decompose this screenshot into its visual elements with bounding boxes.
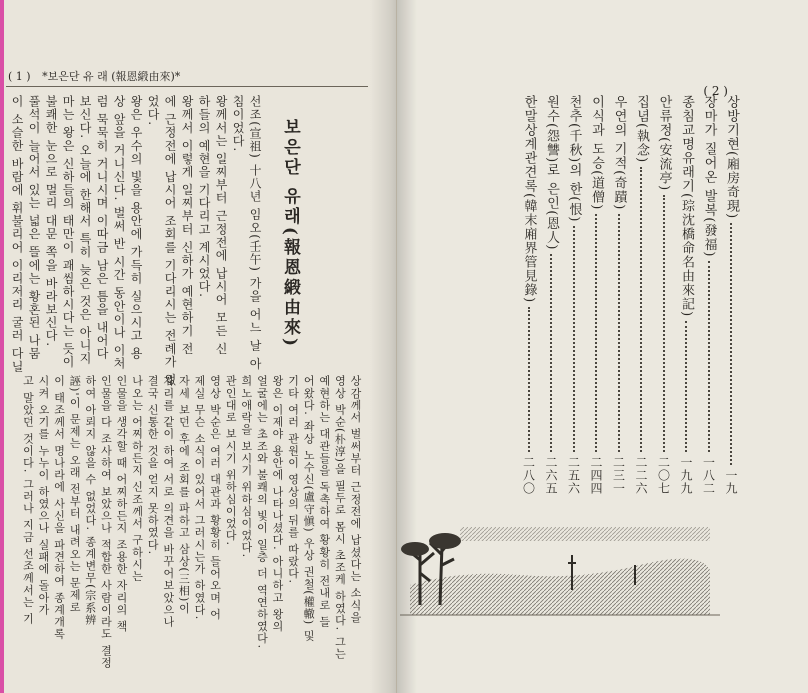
text-column-lower: 誣)'이 문제는 오래 전부터 내려오는 문제로: [68, 375, 82, 614]
toc-page-number: 二五六: [566, 456, 581, 495]
text-column: 마는 왕은 신하들의 태만이 괘씸하시다는 듯이: [61, 95, 75, 369]
text-column: 선조(宣祖) 十八년 임오(壬午) 가을 어느 날 아: [248, 95, 262, 371]
toc-entry: [587, 95, 606, 495]
text-column-lower: 왕은 이제야 용안에 나타나셨다. 아니하고 왕의: [271, 375, 284, 633]
toc-entry: [565, 95, 584, 495]
header-rule: [6, 86, 368, 87]
toc-leader-dots: [708, 261, 711, 452]
text-column-lower: 제실 무슨 소식이 있어서 그러시는가 하였다.: [193, 375, 206, 621]
text-column: 왕께서는 일찌부터 근정전에 납시어 모든 신: [214, 95, 228, 356]
text-column-lower: 자세 보던 후에 조회를 파하고 삼상(三相)이: [177, 375, 191, 615]
text-column-lower: 인물을 다 조사하여 보았으나 적합한 사람이라도 결정: [99, 375, 113, 669]
toc-entry: [677, 95, 696, 495]
text-column-lower: 고 말았던 것이다. 그러나 지금 선조께서는 기: [21, 375, 35, 625]
toc-leader-dots: [595, 214, 598, 452]
toc-leader-dots: [730, 223, 733, 465]
toc-entry: [722, 95, 741, 495]
text-column: 왕은 우수의 빛을 용안에 가득히 실으시고 용: [129, 95, 143, 361]
toc-entry-title: 상방기현(廂房奇現): [724, 95, 739, 220]
text-column-lower: 예현하는 대관들을 독촉하여 황황히 전내로 들: [317, 375, 331, 628]
toc-entry: [520, 95, 539, 495]
toc-entry-title: 안류정(安流亭): [656, 95, 672, 192]
toc-entry-title: 장마가 질어온 발복(發福): [701, 95, 717, 258]
text-column-lower: 기타 여러 관원이 영상의 뒤를 따랐다.: [286, 375, 300, 585]
toc-entry-title: 천추(千秋)의 한(恨): [566, 95, 582, 223]
text-column: 었다.: [146, 95, 160, 127]
left-page: [0, 0, 397, 693]
toc-page-number: 一九九: [679, 456, 693, 495]
text-column-lower: 결국 신통한 것을 얻지 못하였다.: [146, 375, 160, 556]
toc-leader-dots: [685, 321, 688, 452]
text-column: 이 소슬한 바람에 휘불리어 이리저리 굴러 다닐: [10, 95, 24, 374]
page-number-right: ( 2 ): [703, 84, 728, 98]
text-column-lower: 영상 박순은 여러 대관과 황황히 들어오며 어: [208, 375, 222, 621]
toc-entry: [700, 95, 719, 495]
text-column-lower: 인물을 생각할 때 어찌하든지 조용한 자리의 책: [115, 375, 128, 633]
text-column-lower: 나오는 어찌하든지 신조께서 구하시는: [130, 375, 144, 583]
toc-leader-dots: [640, 167, 643, 452]
page-edge-marker: [0, 0, 4, 693]
text-column: 상 앞을 거니신다. 벌써 반 시간 동안이나 이처: [112, 95, 126, 371]
text-column: 에 근정전에 납시어 조회를 기다리시는 전례가 없: [163, 95, 177, 387]
binding-shadow: [370, 0, 397, 693]
landscape-illustration: [400, 515, 720, 625]
running-header: [8, 68, 180, 84]
toc-entry-title: 한말상계관견록(韓末廂界管見錄): [521, 95, 537, 304]
toc-entry-title: 종침교명유래기(琮沈橋命名由來記): [679, 95, 694, 318]
text-column: 침이었다.: [231, 95, 245, 153]
text-column: 하들의 예현을 기다리고 계시었다.: [197, 95, 211, 299]
toc-entry: [610, 95, 629, 495]
text-column: 풀석이 늘어서 있는 넓은 뜰에는 황혼된 나뭄: [27, 95, 41, 361]
text-column: 불쾌한 눈으로 멀리 대문 쪽을 바라보신다.: [44, 95, 58, 348]
toc-page-number: 二〇七: [656, 456, 671, 495]
text-column-lower: 희노애락을 보시기 위하심이었다.: [239, 375, 253, 559]
right-page: [397, 0, 808, 693]
text-column-lower: 관인대로 보시기 위하심이었다.: [224, 375, 238, 547]
text-column-lower: 이 태조께서 명나라에 사신을 파견하여 종계개록: [52, 375, 66, 640]
toc-page-number: 一八二: [701, 456, 716, 495]
toc-leader-dots: [663, 195, 666, 452]
text-column-lower: 자리를 같이 하여 서로 의견을 바꾸어보았으나: [161, 375, 175, 628]
text-column: 왕께서 이렇게 일찌부터 신하가 예현하기 전: [180, 95, 194, 356]
text-column-lower: 하여 아뢰지 않을 수 없었다. 종계변무(宗系辨: [83, 375, 97, 626]
running-title: *보은단 유 래 (報恩緞由來)*: [42, 70, 181, 83]
toc-entry: [542, 95, 561, 495]
toc-entry-title: 이식과 도승(道僧): [589, 95, 604, 211]
toc-entry: [655, 95, 674, 495]
page-number: ( 1 ): [8, 70, 31, 83]
toc-leader-dots: [550, 254, 553, 452]
toc-page-number: 二三一: [611, 456, 626, 495]
toc-page-number: 二二六: [634, 456, 648, 495]
toc-entry-title: 원수(怨讐)로 은인(恩人): [544, 95, 559, 251]
story-title: 보은단 유래(報恩緞由來): [280, 118, 300, 350]
toc-page-number: 二六五: [544, 456, 558, 495]
text-column-lower: 영상 박순(朴淳)을 필두로 몸시 초조케 하였다. 그는: [333, 375, 347, 660]
text-column-lower: 상감께서 벌써부터 근정전에 납셨다는 소식을: [349, 375, 362, 624]
toc-entry: [632, 95, 651, 495]
toc-page-number: 一九: [724, 469, 738, 495]
toc-leader-dots: [528, 307, 531, 452]
toc-leader-dots: [618, 214, 621, 452]
toc-entry-title: 우연의 기적(奇蹟): [611, 95, 627, 211]
text-column: 보신다. 오늘에 한해서 특히 늦은 것은 아니지: [78, 95, 92, 366]
toc-page-number: 二八〇: [521, 456, 536, 495]
text-column-lower: 시켜 오기를 누누이 하였으나 실패에 돌아가: [37, 375, 50, 616]
text-column-lower: 얼굴에는 초조와 불쾌의 빛이 일층 더 역연하였다.: [255, 375, 269, 650]
text-column-lower: 어왔다. 좌상 노수신(盧守愼) 우상 권철(權轍) 및: [302, 375, 316, 642]
toc-leader-dots: [573, 226, 576, 452]
toc-page-number: 二四四: [589, 456, 603, 495]
toc-entry-title: 집념(執念): [634, 95, 649, 164]
text-column: 럼 묵묵히 거니시며 이따금 남은 틈을 내어다: [95, 95, 109, 361]
